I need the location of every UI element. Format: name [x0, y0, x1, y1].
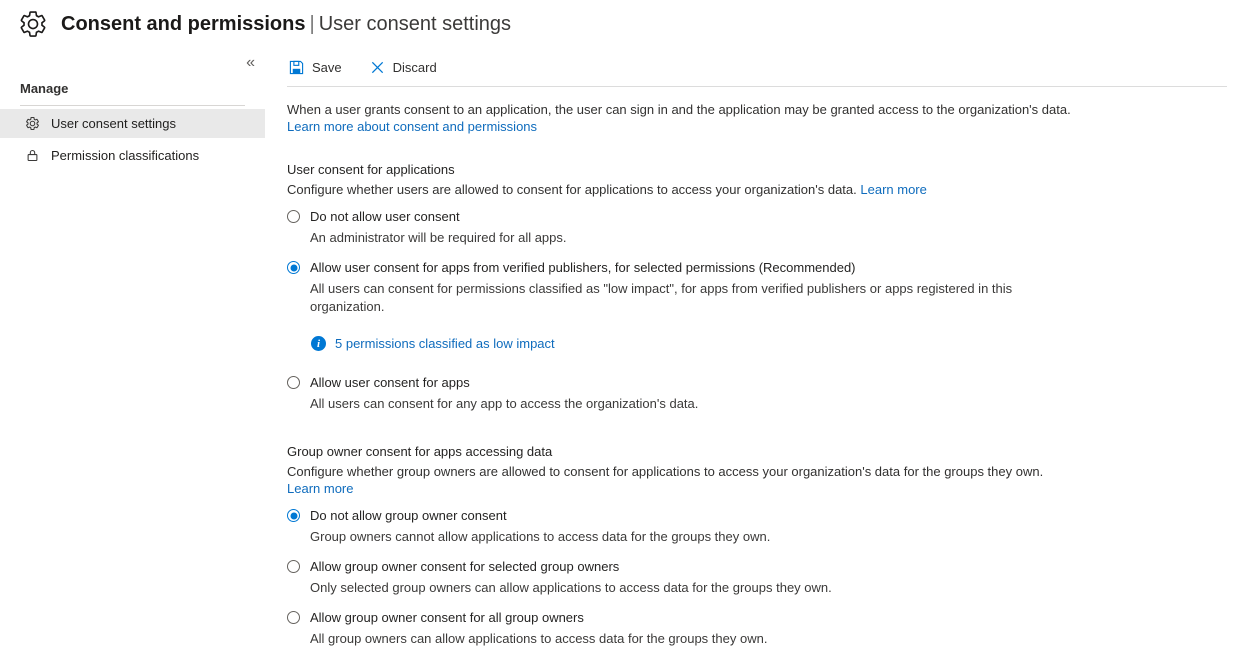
consent-permissions-gear-icon [18, 9, 48, 39]
gear-icon [25, 116, 40, 131]
sidebar-item-user-consent-settings[interactable] [0, 109, 265, 138]
lock-icon [25, 148, 40, 163]
intro-text: When a user grants consent to an application, the user can sign in and the application may be granted access to the organization's data. [287, 102, 1071, 117]
radio-label: Do not allow group owner consent [310, 508, 507, 523]
low-impact-permissions-link[interactable]: 5 permissions classified as low impact [335, 336, 555, 351]
info-icon: i [311, 336, 326, 351]
radio-description: Group owners cannot allow applications to access data for the groups they own. [310, 529, 771, 544]
radio-description: Only selected group owners can allow applications to access data for the groups they own. [310, 580, 832, 595]
radio-label: Allow user consent for apps [310, 375, 470, 390]
x-icon [370, 60, 385, 75]
save-button[interactable] [289, 60, 342, 75]
radio-label: Allow user consent for apps from verified publishers, for selected permissions (Recommended) [310, 260, 856, 275]
command-bar [287, 45, 1227, 86]
option-allow-all-group-owners [287, 610, 1227, 648]
page-title-separator: | [309, 12, 315, 35]
sidebar-divider [20, 105, 245, 106]
radio-button[interactable] [287, 376, 300, 389]
radio-button[interactable] [287, 611, 300, 624]
group-owner-section-heading: Group owner consent for apps accessing data [287, 444, 553, 459]
toolbar-divider [287, 86, 1227, 87]
main-content [265, 45, 1233, 646]
save-button-label: Save [312, 60, 342, 75]
radio-do-not-allow-user-consent[interactable] [287, 209, 1227, 224]
page-header [0, 0, 1233, 45]
user-consent-learn-more-link[interactable]: Learn more [860, 182, 927, 197]
radio-button[interactable] [287, 261, 300, 274]
section-description-text: Configure whether users are allowed to consent for applications to access your organization's data. [287, 182, 857, 197]
radio-allow-verified-publishers[interactable] [287, 260, 1227, 275]
page-title-secondary: User consent settings [318, 12, 512, 35]
sidebar-section-label: Manage [20, 81, 69, 96]
radio-button[interactable] [287, 560, 300, 573]
page-title-primary: Consent and permissions [61, 12, 306, 35]
user-consent-section-description [287, 181, 1227, 198]
section-description-text: Configure whether group owners are allowed to consent for applications to access your organization's data for the groups they own. [287, 464, 1044, 479]
radio-label: Allow group owner consent for all group owners [310, 610, 584, 625]
sidebar-item-label: User consent settings [51, 116, 177, 131]
radio-button[interactable] [287, 210, 300, 223]
sidebar-item-label: Permission classifications [51, 148, 200, 163]
group-owner-learn-more-link[interactable]: Learn more [287, 481, 354, 496]
intro-learn-more-link[interactable]: Learn more about consent and permissions [287, 119, 538, 134]
radio-label: Do not allow user consent [310, 209, 460, 224]
option-allow-verified-publishers [287, 260, 1227, 351]
radio-allow-all-group-owners[interactable] [287, 610, 1227, 625]
radio-allow-user-consent-apps[interactable] [287, 375, 1227, 390]
floppy-disk-icon [289, 60, 304, 75]
radio-label: Allow group owner consent for selected group owners [310, 559, 620, 574]
option-allow-selected-group-owners [287, 559, 1227, 597]
intro-paragraph [287, 101, 1227, 135]
option-allow-user-consent-apps [287, 375, 1227, 413]
discard-button-label: Discard [392, 60, 437, 75]
discard-button[interactable] [370, 60, 437, 75]
radio-description: An administrator will be required for all apps. [310, 230, 567, 245]
option-do-not-allow-user-consent [287, 209, 1227, 247]
radio-description: All users can consent for permissions classified as "low impact", for apps from verified publishers or apps registered in this organization. [310, 281, 1013, 314]
sidebar [0, 45, 265, 646]
sidebar-collapse-button[interactable]: « [240, 52, 261, 74]
sidebar-item-permission-classifications[interactable] [0, 141, 265, 170]
radio-description: All users can consent for any app to access the organization's data. [310, 396, 699, 411]
page-title [61, 13, 511, 36]
radio-description: All group owners can allow applications to access data for the groups they own. [310, 631, 768, 646]
radio-do-not-allow-group-owner-consent[interactable] [287, 508, 1227, 523]
user-consent-section-heading: User consent for applications [287, 162, 455, 177]
low-impact-permissions-row [311, 336, 1227, 351]
radio-allow-selected-group-owners[interactable] [287, 559, 1227, 574]
radio-button[interactable] [287, 509, 300, 522]
group-owner-section-description [287, 463, 1227, 497]
option-do-not-allow-group-owner-consent [287, 508, 1227, 546]
